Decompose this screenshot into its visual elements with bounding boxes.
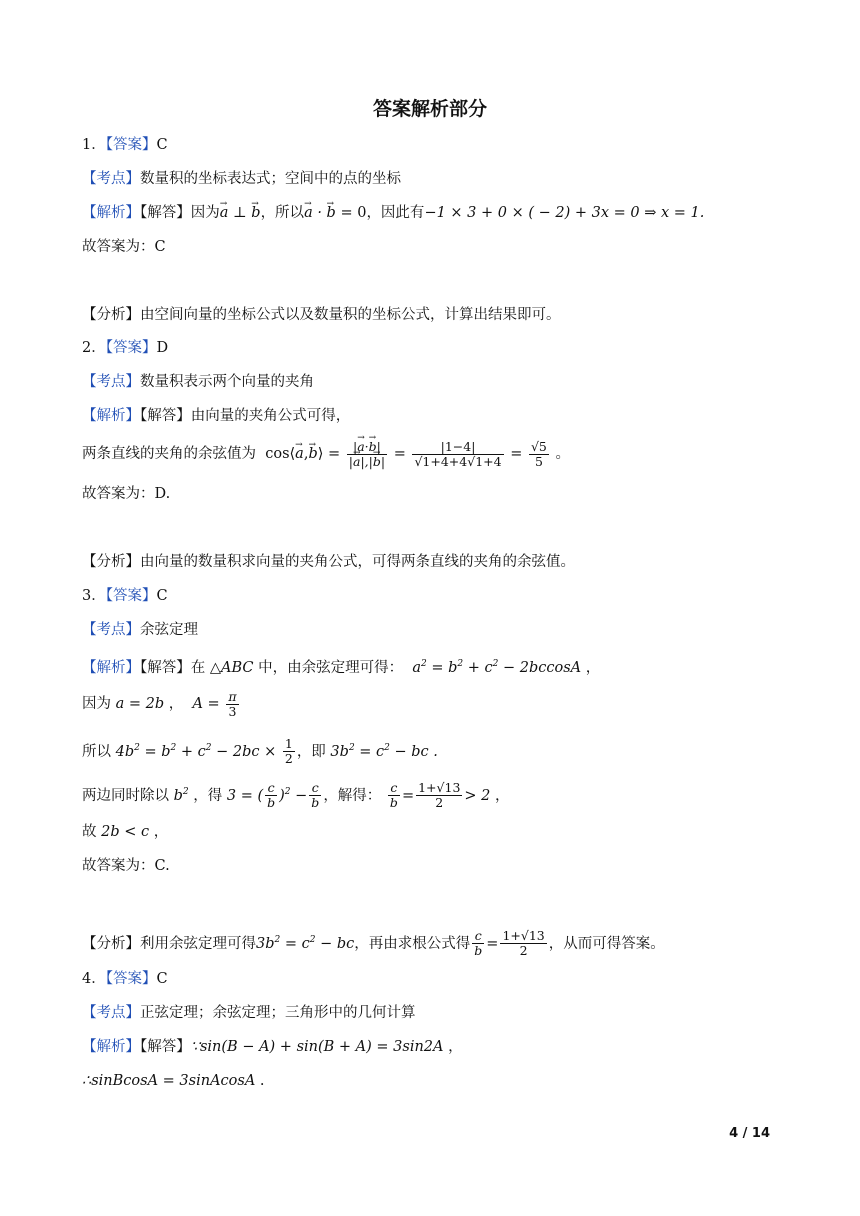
q3-l3-a: 所以 [82,743,111,760]
q2-conclusion: 故答案为：D. [82,486,171,502]
point-label: 【考点】 [82,374,140,390]
q2-end: 。 [555,446,570,462]
solve-label: 【解答】 [140,205,191,221]
answer-label: 【答案】 [105,340,157,356]
q2-answer-line [82,338,168,358]
q3-conclusion: 故答案为：C. [82,858,170,874]
q3-l2-a: 因为 [82,696,111,712]
analysis-label: 【分析】 [82,554,140,570]
q1-explain-math: −1 × 3 + 0 × ( − 2) + 3x = 0 ⇒ x = 1. [424,205,705,221]
answer-label: 【答案】 [105,588,157,604]
q3-point: 余弦定理 [140,622,198,638]
q2-formula-line: 两条直线的夹角的余弦值为 cos⟨→ a,→ b⟩ = $\frac{|\to a\cdot\to b|}{|\to a|,|\to b|}$ = $\frac{|1-4|}{√1+4+4√1+4}$ = $\frac{√5}{5}$ 。 [82,436,570,472]
solve-label: 【解答】 [140,659,191,676]
solve-label: 【解答】 [140,408,191,424]
analysis-label: 【分析】 [82,307,140,323]
q4-point: 正弦定理；余弦定理；三角形中的几何计算 [140,1005,416,1021]
analysis-label: 【分析】 [82,935,140,952]
q2-point: 数量积表示两个向量的夹角 [140,374,314,390]
q3-answer: C [156,588,168,604]
explain-label: 【解析】 [82,205,140,221]
q2-frac2: $\frac{√5}{5}$ [530,438,547,469]
q3-l4-b: ，得 [193,787,223,804]
q2-point-line [82,372,314,392]
q3-number: 3． [82,588,106,604]
answer-label: 【答案】 [105,137,157,153]
q1-analysis-line [82,305,561,325]
q1-analysis: 由空间向量的坐标公式以及数量积的坐标公式，计算出结果即可。 [140,307,561,323]
q3-l5-a: 故 [82,824,97,840]
q4-l1-math: ∵sin(B − A) + sin(B + A) = 3sin2A [190,1039,444,1055]
point-label: 【考点】 [82,1005,140,1021]
point-label: 【考点】 [82,171,140,187]
q3-line5: 故 2b < c ， [82,824,169,840]
q4-number: 4． [82,971,106,987]
q1-answer: C [156,137,168,153]
q4-answer-line [82,969,168,989]
q4-line2: ∴sinBcosA = 3sinAcosA . [82,1073,265,1089]
q3-l3-b: ，即 [296,743,326,760]
q3-analysis-line: 【分析】利用余弦定理可得$3b^2 = c^2$ − bc，再由求根公式得 $\frac{c}{b}$ = $\frac{1+√13}{2}$ ，从而可得答案。 [82,928,665,959]
q3-line4: 两边同时除以 $b^2$ ，得 3 = ( $\frac{c}{b}$ )$^2$ − $\frac{c}{b}$ ，解得： $\frac{c}{b}$ = $\frac{1+√13}{2}$ > 2 ， [82,780,510,811]
q1-explain-line: 【解析】【解答】因为→ a ⊥ → b，所以→ a · → b = 0，因此有−1 × 3 + 0 × ( − 2) + 3x = 0 ⇒ x = 1. [82,203,704,223]
q3-explain-b: 中，由余弦定理可得： [258,659,404,676]
q2-answer: D [156,340,169,356]
q2-number: 2． [82,340,106,356]
explain-label: 【解析】 [82,659,140,676]
q4-answer: C [156,971,168,987]
q1-explain-a: 因为 [190,205,220,221]
explain-label: 【解析】 [82,1039,140,1055]
page-number: 4 / 14 [729,1126,770,1141]
q3-analysis-b: ，再由求根公式得 [354,935,471,952]
q1-answer-line [82,135,168,155]
q3-analysis-a: 利用余弦定理可得 [140,935,256,952]
q3-point-line [82,620,198,640]
q2-explain-line [82,406,350,426]
q3-analysis-c: ，从而可得答案。 [548,935,665,952]
q3-line3: 所以 $4b^2 = b^2 + c^2 - 2bc$ × $\frac{1}{2}$ ，即 $3b^2 = c^2$ − bc . [82,736,438,767]
point-label: 【考点】 [82,622,140,638]
q3-explain-line: 【解析】【解答】在 △ABC 中，由余弦定理可得： $a^2 = b^2 + c^2 - 2bccosA$ ， [82,659,601,676]
q2-analysis-line [82,552,575,572]
q4-point-line [82,1003,416,1023]
q4-l2-math: ∴sinBcosA = 3sinAcosA [82,1073,256,1089]
q4-explain-line: 【解析】【解答】∵sin(B − A) + sin(B + A) = 3sin2A ， [82,1039,463,1055]
q1-conclusion: 故答案为：C [82,239,166,255]
q3-line2: 因为 a = 2b ， A = $\frac{\pi}{3}$ [82,688,237,719]
q1-explain-b: ，所以 [260,205,305,221]
explain-label: 【解析】 [82,408,140,424]
q1-explain-c: ，因此有 [366,205,425,221]
q3-l4-c: ，解得： [323,787,382,804]
q2-frac0: $\frac{|\to a\cdot\to b|}{|\to a|,|\to b|}$ [347,440,387,469]
solve-label: 【解答】 [140,1039,191,1055]
q1-point: 数量积的坐标表达式；空间中的点的坐标 [140,171,401,187]
q3-explain-a: 在 [190,659,206,676]
page-title: 答案解析部分 [372,98,487,120]
q2-explain: 由向量的夹角公式可得， [190,408,351,424]
q1-point-line [82,169,401,189]
q3-answer-line [82,586,168,606]
q3-l4-a: 两边同时除以 [82,787,169,804]
q2-analysis: 由向量的数量积求向量的夹角公式，可得两条直线的夹角的余弦值。 [140,554,575,570]
q1-number: 1． [82,137,106,153]
q2-frac1: $\frac{|1-4|}{√1+4+4√1+4}$ [414,438,502,469]
answer-label: 【答案】 [105,971,157,987]
q2-line2-text: 两条直线的夹角的余弦值为 [82,446,256,462]
